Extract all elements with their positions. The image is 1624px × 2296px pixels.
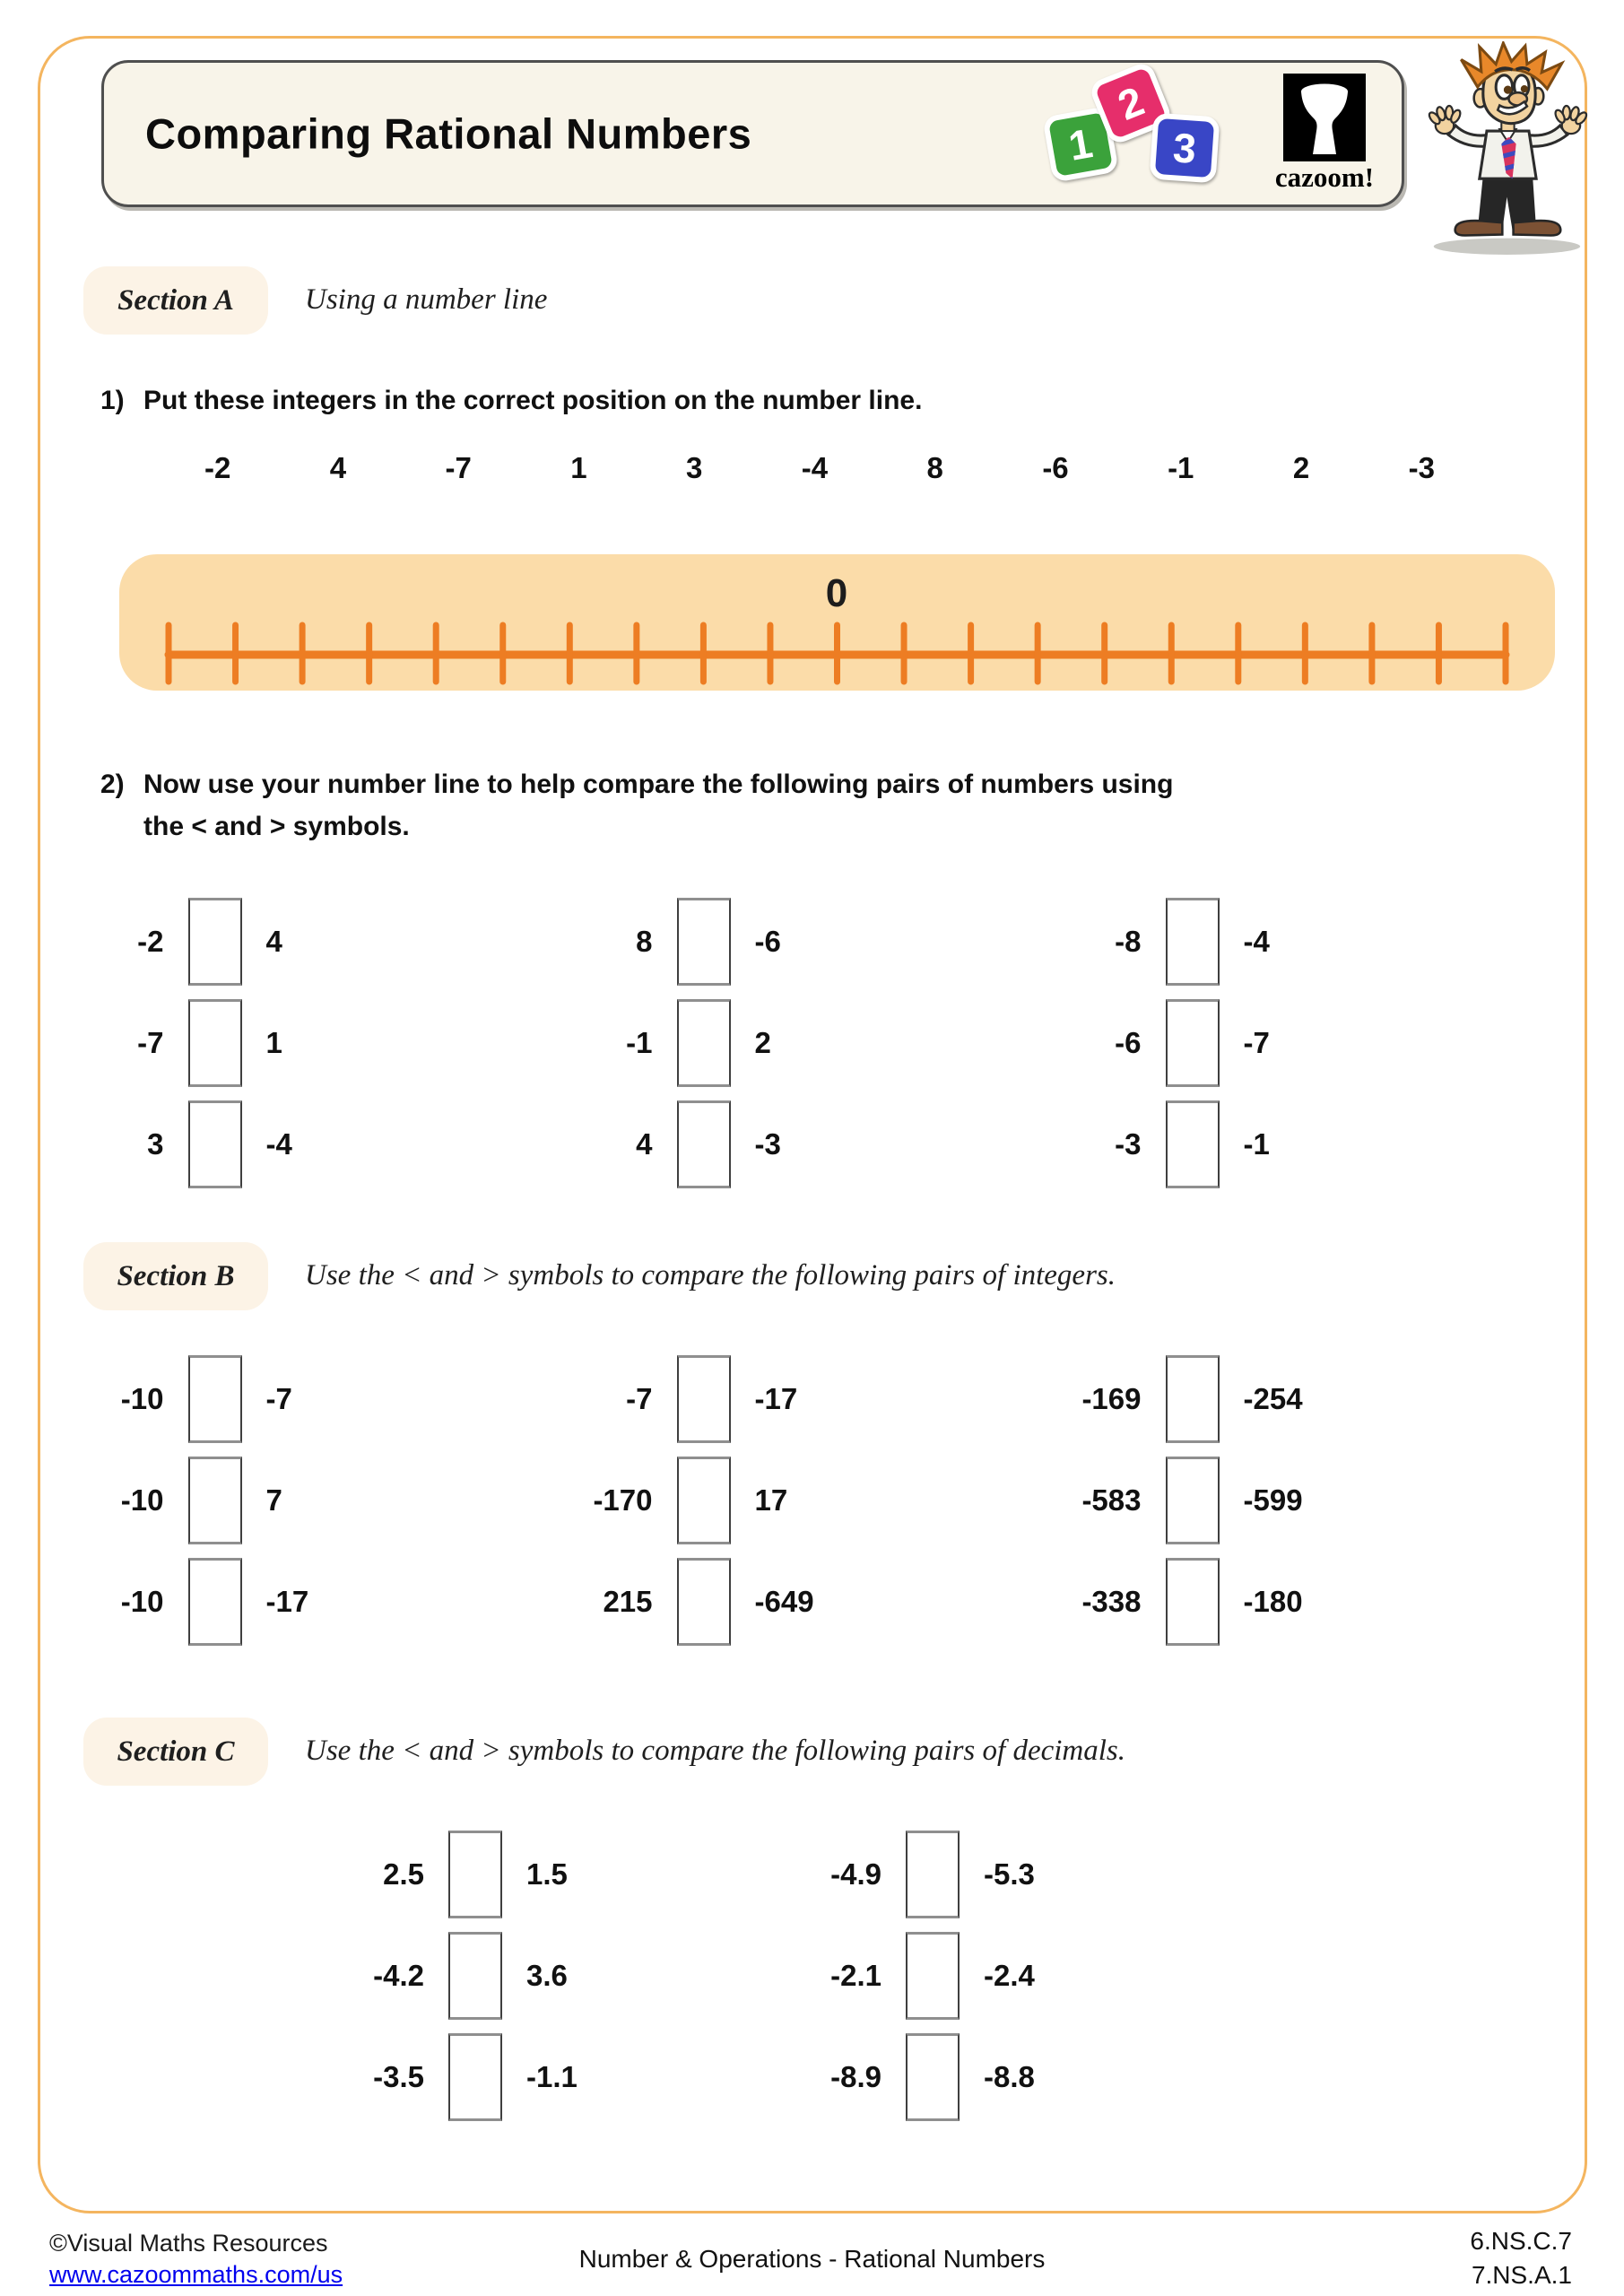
cazoom-logo [1257, 74, 1392, 194]
q1-integer: -6 [1042, 451, 1069, 484]
pair-right-value: -2.4 [984, 1958, 1035, 1992]
answer-box[interactable] [188, 1558, 242, 1646]
pair-right-value: 7 [265, 1483, 282, 1517]
q1-integer: 4 [329, 451, 347, 484]
comparison-pair [704, 2026, 1161, 2127]
worksheet-header [101, 60, 1404, 207]
pair-right-value: -17 [265, 1584, 309, 1618]
pair-right-value: -7 [1243, 1025, 1270, 1059]
copyright-text: ©Visual Maths Resources [49, 2230, 328, 2257]
number-line-zero-label: 0 [825, 571, 848, 615]
comparison-pair [948, 1093, 1437, 1195]
comparison-pair [459, 891, 948, 992]
section-c-label: Section C [83, 1718, 268, 1786]
comparison-pair [948, 1348, 1437, 1449]
pair-left-value: -10 [120, 1584, 164, 1618]
answer-box[interactable] [677, 999, 731, 1087]
pair-left-value: -3.5 [373, 2059, 424, 2093]
section-a-description: Using a number line [305, 283, 548, 316]
comparison-pair [459, 1348, 948, 1449]
q1-integer: -2 [204, 451, 231, 484]
answer-box[interactable] [1166, 1355, 1220, 1443]
pair-left-value: -3 [1115, 1126, 1142, 1161]
mascot-character [1413, 41, 1606, 257]
comparison-pair [459, 1551, 948, 1652]
pair-right-value: 4 [265, 924, 282, 958]
q1-integer: 1 [570, 451, 587, 484]
comparison-pair [948, 1449, 1437, 1551]
section-b-label: Section B [83, 1242, 268, 1310]
pair-right-value: -599 [1243, 1483, 1303, 1517]
pair-right-value: 3.6 [526, 1958, 568, 1992]
question-2-text-line2: the < and > symbols. [143, 812, 410, 841]
answer-box[interactable] [448, 1932, 502, 2020]
comparison-pair [948, 992, 1437, 1093]
q1-integer: -3 [1408, 451, 1435, 484]
question-2-number: 2) [100, 770, 125, 799]
tile-1-icon: 1 [1042, 106, 1119, 183]
comparison-pair [247, 2026, 704, 2127]
page-title: Comparing Rational Numbers [145, 109, 752, 158]
answer-box[interactable] [677, 1355, 731, 1443]
question-1-number: 1) [100, 386, 125, 415]
pair-right-value: -5.3 [984, 1857, 1035, 1891]
pair-left-value: 2.5 [383, 1857, 424, 1891]
pair-right-value: 1 [265, 1025, 282, 1059]
comparison-pair [704, 1925, 1161, 2026]
comparison-pair [247, 1823, 704, 1925]
website-link[interactable]: www.cazoommaths.com/us [49, 2261, 343, 2288]
pair-left-value: -2.1 [830, 1958, 881, 1992]
answer-box[interactable] [188, 999, 242, 1087]
pair-left-value: -10 [120, 1381, 164, 1415]
comparison-pair [0, 1551, 459, 1652]
answer-box[interactable] [188, 1457, 242, 1544]
comparison-pair [948, 1551, 1437, 1652]
section-b-description: Use the < and > symbols to compare the following pairs of integers. [305, 1259, 1116, 1292]
pair-right-value: -4 [1243, 924, 1270, 958]
standard-code-1: 6.NS.C.7 [1470, 2227, 1572, 2255]
q1-integer: -4 [801, 451, 829, 484]
pair-right-value: -254 [1243, 1381, 1303, 1415]
answer-box[interactable] [906, 1831, 960, 1918]
pair-right-value: -4 [265, 1126, 292, 1161]
answer-box[interactable] [1166, 898, 1220, 986]
pair-left-value: -8 [1115, 924, 1142, 958]
q1-integer: 2 [1292, 451, 1310, 484]
section-c-comparison-grid [247, 1823, 1161, 2127]
pair-left-value: 8 [636, 924, 653, 958]
answer-box[interactable] [188, 1100, 242, 1188]
q1-integer: 3 [686, 451, 703, 484]
section-c-description: Use the < and > symbols to compare the following pairs of decimals. [305, 1735, 1125, 1767]
pair-left-value: -2 [137, 924, 164, 958]
answer-box[interactable] [677, 1100, 731, 1188]
q2-comparison-grid [0, 891, 1437, 1195]
comparison-pair [0, 1348, 459, 1449]
pair-right-value: -7 [265, 1381, 292, 1415]
q1-integer: -7 [445, 451, 472, 484]
drum-icon [1283, 74, 1366, 161]
pair-left-value: -7 [137, 1025, 164, 1059]
comparison-pair [0, 1093, 459, 1195]
comparison-pair [247, 1925, 704, 2026]
pair-left-value: 3 [147, 1126, 164, 1161]
comparison-pair [459, 992, 948, 1093]
q1-integer-list [204, 451, 1435, 485]
number-line [119, 554, 1555, 691]
comparison-pair [948, 891, 1437, 992]
comparison-pair [0, 992, 459, 1093]
pair-right-value: -1.1 [526, 2059, 578, 2093]
tile-2-icon: 2 [1088, 60, 1174, 146]
pair-right-value: -6 [754, 924, 781, 958]
q1-integer: -1 [1168, 451, 1194, 484]
standard-code-2: 7.NS.A.1 [1471, 2261, 1572, 2289]
comparison-pair [704, 1823, 1161, 1925]
pair-right-value: -180 [1243, 1584, 1303, 1618]
pair-left-value: -7 [626, 1381, 653, 1415]
brand-name: cazoom! [1274, 161, 1375, 193]
question-1 [100, 379, 922, 422]
pair-right-value: -1 [1243, 1126, 1270, 1161]
pair-right-value: 17 [754, 1483, 788, 1517]
pair-left-value: -338 [1081, 1584, 1142, 1618]
number-tiles-icon [1046, 68, 1270, 199]
answer-box[interactable] [188, 1355, 242, 1443]
answer-box[interactable] [448, 2033, 502, 2121]
question-2-text-line1: Now use your number line to help compare the following pairs of numbers using [143, 770, 1174, 799]
pair-left-value: 215 [603, 1584, 653, 1618]
number-line-panel [119, 554, 1555, 691]
pair-left-value: -10 [120, 1483, 164, 1517]
question-2 [100, 763, 1428, 848]
answer-box[interactable] [906, 2033, 960, 2121]
pair-left-value: -8.9 [830, 2059, 881, 2093]
comparison-pair [459, 1093, 948, 1195]
comparison-pair [0, 891, 459, 992]
section-a-label: Section A [83, 266, 268, 335]
comparison-pair [459, 1449, 948, 1551]
answer-box[interactable] [188, 898, 242, 986]
footer-topic: Number & Operations - Rational Numbers [578, 2245, 1046, 2273]
answer-box[interactable] [1166, 1457, 1220, 1544]
q1-integer: 8 [926, 451, 943, 484]
answer-box[interactable] [677, 1558, 731, 1646]
section-b-comparison-grid [0, 1348, 1437, 1652]
answer-box[interactable] [906, 1932, 960, 2020]
pair-left-value: -6 [1115, 1025, 1142, 1059]
question-1-text: Put these integers in the correct position on the number line. [143, 386, 923, 415]
pair-left-value: -169 [1081, 1381, 1142, 1415]
footer-standards [1470, 2224, 1572, 2292]
pair-left-value: -1 [626, 1025, 653, 1059]
answer-box[interactable] [1166, 1558, 1220, 1646]
pair-right-value: 2 [754, 1025, 771, 1059]
answer-box[interactable] [1166, 999, 1220, 1087]
pair-right-value: -8.8 [984, 2059, 1035, 2093]
answer-box[interactable] [677, 1457, 731, 1544]
answer-box[interactable] [448, 1831, 502, 1918]
pair-left-value: -170 [593, 1483, 653, 1517]
pair-right-value: -3 [754, 1126, 781, 1161]
pair-right-value: -649 [754, 1584, 814, 1618]
answer-box[interactable] [1166, 1100, 1220, 1188]
pair-left-value: 4 [636, 1126, 653, 1161]
answer-box[interactable] [677, 898, 731, 986]
pair-right-value: -17 [754, 1381, 798, 1415]
comparison-pair [0, 1449, 459, 1551]
pair-left-value: -4.9 [830, 1857, 881, 1891]
pair-left-value: -583 [1081, 1483, 1142, 1517]
tile-3-icon: 3 [1150, 113, 1220, 184]
pair-right-value: 1.5 [526, 1857, 568, 1891]
pair-left-value: -4.2 [373, 1958, 424, 1992]
